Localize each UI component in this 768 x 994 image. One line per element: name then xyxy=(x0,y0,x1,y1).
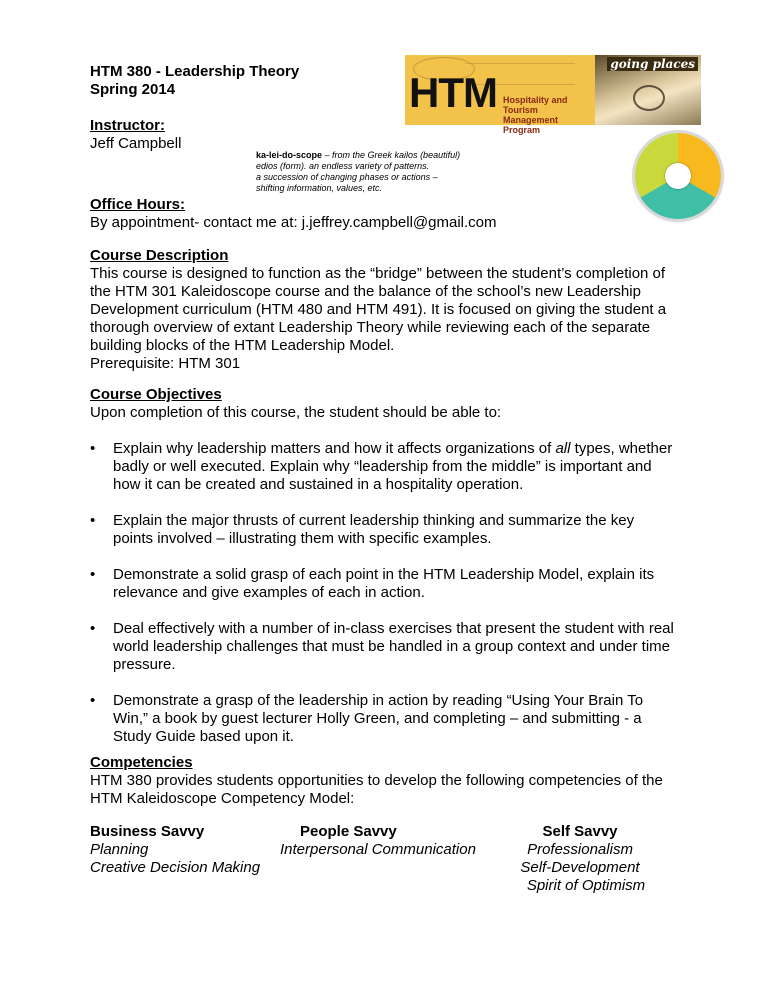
objective-item: • Explain the major thrusts of current leadership thinking and summarize the key points involved – illustrating them with specific examples. xyxy=(90,512,635,547)
objective-item: • Explain why leadership matters and how it affects organizations of all types, whether badly or well executed. Explain why “leadership from the middle” is important and how it can be created and sustained in a hospitality operation. xyxy=(90,440,673,493)
objectives-list xyxy=(90,440,710,746)
bullet-icon: • xyxy=(90,566,96,583)
description-line: thorough overview of extant Leadership Theory while reviewing each of the separate xyxy=(90,319,651,336)
prerequisite: Prerequisite: HTM 301 xyxy=(90,355,241,372)
competency-item: Professionalism xyxy=(527,841,633,858)
objective-item: • Demonstrate a solid grasp of each point in the HTM Leadership Model, explain its relevance and give examples of each in action. xyxy=(90,566,655,601)
course-description-heading: Course Description xyxy=(90,247,229,264)
competency-label: People Savvy xyxy=(300,823,397,840)
bullet-icon: • xyxy=(90,512,96,529)
instructor-name: Jeff Campbell xyxy=(90,135,182,152)
htm-program-logo xyxy=(405,55,701,135)
definition-line-4: shifting information, values, etc. xyxy=(256,183,383,193)
course-objectives-heading: Course Objectives xyxy=(90,386,222,403)
definition-line-3: a succession of changing phases or actions – xyxy=(256,172,438,182)
office-hours-heading: Office Hours: xyxy=(90,196,186,213)
description-line: This course is designed to function as the “bridge” between the student’s completion of xyxy=(90,265,666,282)
definition-line-2: edios (form). an endless variety of patterns. xyxy=(256,161,430,171)
course-description-body xyxy=(90,265,710,373)
definition-line-1: from the Greek kailos (beautiful) xyxy=(332,150,461,160)
logo-tagline: going places xyxy=(607,57,698,71)
competency-label: Self Savvy xyxy=(542,823,618,840)
bullet-icon: • xyxy=(90,440,96,457)
objective-item: • Deal effectively with a number of in-class exercises that present the student with real world leadership challenges that must be handled in a group context and under time pressure. xyxy=(90,620,674,673)
description-line: building blocks of the HTM Leadership Model. xyxy=(90,337,395,354)
competency-column-people xyxy=(280,823,480,859)
description-line: Development curriculum (HTM 480 and HTM 491). It is focused on giving the student a xyxy=(90,301,667,318)
instructor-heading: Instructor: xyxy=(90,117,165,134)
course-term: Spring 2014 xyxy=(90,81,176,98)
competency-column-business xyxy=(90,823,260,877)
competency-item: Planning xyxy=(90,841,149,858)
definition-term: ka-lei-do-scope xyxy=(256,150,323,160)
kaleidoscope-definition: ka-lei-do-scope – from the Greek kailos (beautiful) edios (form). an endless variety of patterns. a succession of changing phases or actions – shifting information, values, etc. xyxy=(256,150,461,193)
kaleidoscope-wheel-icon xyxy=(635,133,721,219)
cyclist-icon xyxy=(633,85,665,111)
bullet-icon: • xyxy=(90,692,96,709)
logo-program-name: Hospitality and Tourism Management Program xyxy=(503,95,568,135)
course-objectives-intro: Upon completion of this course, the student should be able to: xyxy=(90,404,502,421)
wheel-hub xyxy=(665,163,691,189)
competency-column-self xyxy=(500,823,660,895)
competency-item: Self-Development xyxy=(520,859,640,876)
objective-item: • Demonstrate a grasp of the leadership in action by reading “Using Your Brain To Win,” a book by guest lecturer Holly Green, and completing – and submitting - a Study Guide based upon it. xyxy=(90,692,644,745)
logo-htm-letters: HTM xyxy=(409,69,497,116)
course-title: HTM 380 - Leadership Theory xyxy=(90,63,300,80)
competency-item: Creative Decision Making xyxy=(90,859,261,876)
competency-item: Spirit of Optimism xyxy=(526,877,646,894)
description-line: the HTM 301 Kaleidoscope course and the balance of the school’s new Leadership xyxy=(90,283,641,300)
competency-item: Interpersonal Communication xyxy=(280,841,476,858)
competencies-intro: HTM 380 provides students opportunities to develop the following competencies of the HTM Kaleidoscope Competency Model: xyxy=(90,772,663,807)
office-hours-text: By appointment- contact me at: j.jeffrey.campbell@gmail.com xyxy=(90,214,497,231)
competency-label: Business Savvy xyxy=(90,823,205,840)
competencies-heading: Competencies xyxy=(90,754,193,771)
bullet-icon: • xyxy=(90,620,96,637)
